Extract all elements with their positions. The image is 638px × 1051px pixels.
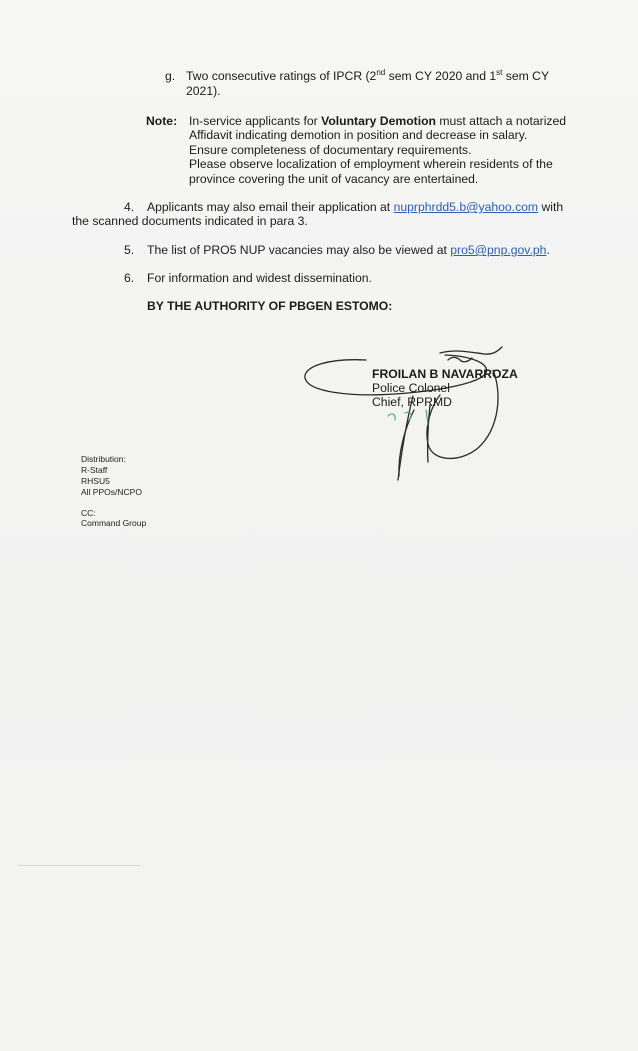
signatory-position: Chief, RPRMD xyxy=(372,395,452,409)
page-edge-line xyxy=(18,865,140,866)
signatory-name: FROILAN B NAVARROZA xyxy=(372,367,518,381)
distribution-item: R-Staff xyxy=(81,465,108,475)
email-link[interactable]: nuprphrdd5.b@yahoo.com xyxy=(393,200,539,214)
note-line1: In-service applicants for Voluntary Demotion must attach a notarized xyxy=(189,114,567,128)
signatory-rank: Police Colonel xyxy=(372,381,450,395)
note-line4: Please observe localization of employment wherein residents of the xyxy=(189,157,553,171)
para5-number: 5. xyxy=(124,243,135,257)
para5-line: The list of PRO5 NUP vacancies may also be viewed at pro5@pnp.gov.ph. xyxy=(147,243,550,257)
para4-line2: the scanned documents indicated in para 3. xyxy=(72,214,308,228)
item-g-letter: g. xyxy=(165,69,176,83)
note-line3: Ensure completeness of documentary requirements. xyxy=(189,143,472,157)
pro5-link[interactable]: pro5@pnp.gov.ph xyxy=(450,243,547,257)
note-line5: province covering the unit of vacancy are entertained. xyxy=(189,172,479,186)
cc-label: CC: xyxy=(81,508,96,518)
item-g-line2: 2021). xyxy=(186,84,221,98)
cc-item: Command Group xyxy=(81,518,147,528)
para4-number: 4. xyxy=(124,200,135,214)
distribution-item: RHSU5 xyxy=(81,476,110,486)
note-label: Note: xyxy=(146,114,178,128)
para6-number: 6. xyxy=(124,271,135,285)
authority-line: BY THE AUTHORITY OF PBGEN ESTOMO: xyxy=(147,299,393,313)
distribution-item: All PPOs/NCPO xyxy=(81,487,142,497)
distribution-label: Distribution: xyxy=(81,454,126,464)
item-g-line1: Two consecutive ratings of IPCR (2nd sem CY 2020 and 1st sem CY xyxy=(186,68,550,83)
note-line2: Affidavit indicating demotion in position and decrease in salary. xyxy=(189,128,528,142)
para6-line: For information and widest dissemination. xyxy=(147,271,372,285)
para4-line1: Applicants may also email their application at nuprphrdd5.b@yahoo.com with xyxy=(147,200,564,214)
